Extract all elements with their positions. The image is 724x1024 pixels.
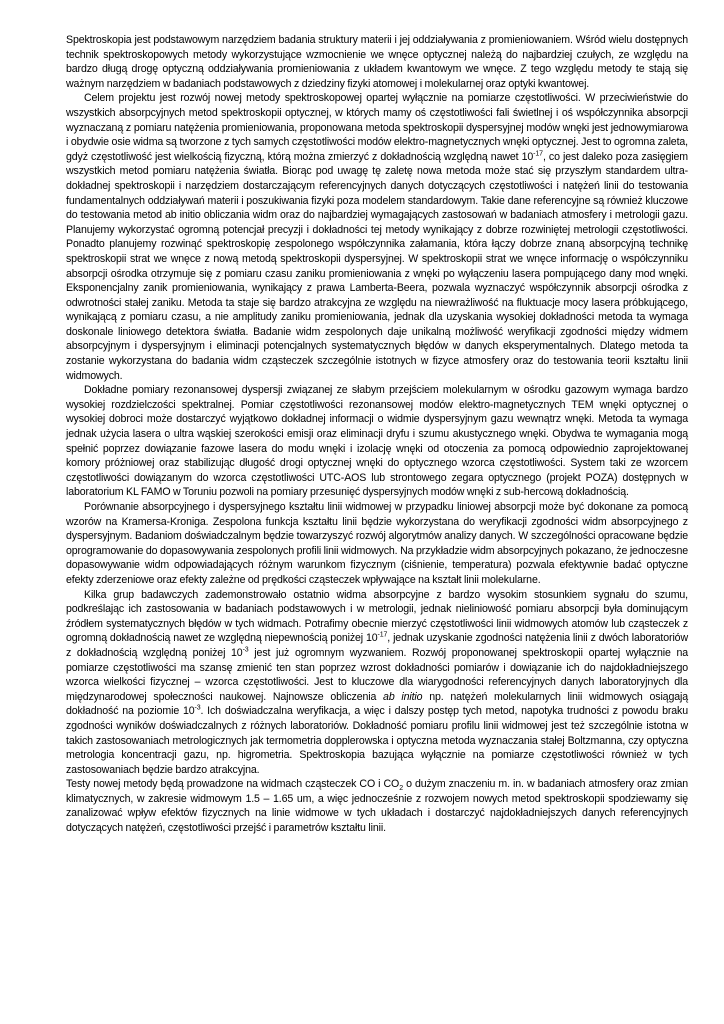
paragraph-intro: Spektroskopia jest podstawowym narzędziem badania struktury materii i jej oddziaływania z promieniowaniem. Wśród wielu dostępnych technik spektroskopowych metody wykorzystujące wzmocnienie we wnęce optycznej należą do najbardziej czułych, ze względu na bardzo długą drogę optyczną oddziaływania promieniowania z układem kwantowym we wnęce. Z tego względu metody te stają się ważnym narzędziem w badaniach podstawowych z dziedziny fizyki atomowej i molekularnej oraz optyki kwantowej. — [66, 34, 688, 90]
paragraph-project-goal: Celem projektu jest rozwój nowej metody spektroskopowej opartej wyłącznie na pomiarze częstotliwości. W przeciwieństwie do wszystkich absorpcyjnych metod spektroskopii optycznej, w których mamy oś częstotliwości fali świetlnej i oś współczynnika absorpcji wyznaczaną z pomiaru natężenia promieniowania, proponowana metoda spektroskopii dyspersyjnej modów wnęki jest jednowymiarowa i obydwie osie widma są tworzone z tych samych częstotliwości modów elektro-magnetycznych wnęki optycznej. Jest to ogromna zaleta, gdyż częstotliwość jest wielkością fizyczną, którą można zmierzyć z dokładnością względną nawet $10^{-17}$, co jest daleko poza zasięgiem wszystkich metod pomiaru natężenia światła. Biorąc pod uwagę tę zaletę nowa metoda może stać się przyszłym standardem ultra-dokładnej spektroskopii i narzędziem dostarczającym referencyjnych danych dotyczących częstotliwości i natężeń linii do testowania fundamentalnych oddziaływań materii i poszukiwania fizyki poza modelem standardowym. Takie dane referencyjne są również kluczowe do testowania metod ab initio obliczania widm oraz do najbardziej wymagających zastosowań w badaniach atmosfery i metrologii gazu. Planujemy wykorzystać ogromną potencjał precyzji i dokładności tej metody wynikający z dobrze rozwiniętej metrologii częstotliwości. Ponadto planujemy rozwinąć spektroskopię zespolonego współczynnika załamania, która łączy dobrze znaną absorpcyjną technikę spektroskopii strat we wnęce z nową metodą spektroskopii dyspersyjnej. W spektroskopii strat we wnęce informację o współczynniku absorpcji ośrodka otrzymuje się z pomiaru czasu zaniku promieniowania z wnęki po wyłączeniu lasera pompującego dany mod wnęki. Eksponencjalny zanik promieniowania, wynikający z prawa Lamberta-Beera, pozwala wyznaczyć współczynnik absorpcji ośrodka z odwrotności stałej zaniku. Metoda ta staje się bardzo atrakcyjna ze względu na niewrażliwość na fluktuacje mocy lasera próbkującego, wynikającą z pomiaru czasu, a nie amplitudy zaniku promieniowania, jednak dla uzyskania wysokiej dokładności metoda ta wymaga doskonale liniowego detektora światła. Badanie widm zespolonych daje unikalną możliwość weryfikacji zgodności między widmem absorpcyjnym i dyspersyjnym i eliminacji potencjalnych systematycznych błędów w danych eksperymentalnych. Dlatego metoda ta zostanie wykorzystana do badania widm cząsteczek szczególnie istotnych w fizyce atmosfery oraz do testowania teorii kształtu linii widmowych. — [66, 92, 689, 382]
paragraph-kramers-kronig: Porównanie absorpcyjnego i dyspersyjnego kształtu linii widmowej w przypadku liniowej absorpcji może być dokonane za pomocą wzorów na Kramersa-Kroniga. Zespolona funkcja kształtu linii będzie wykorzystana do weryfikacji zgodności widm absorpcyjnego z dyspersyjnym. Badaniom doświadczalnym będzie towarzyszyć rozwój algorytmów analizy danych. W szczególności opracowane będzie oprogramowanie do dopasowywania zespolonych profili linii widmowych. Na przykładzie widm absorpcyjnych pokazano, że jednoczesne dopasowywanie widm odpowiadających różnym warunkom fizycznym (ciśnienie, temperatura) pozwala efektywnie badać optyczne efekty zderzeniowe oraz efekty zależne od prędkości cząsteczek wpływające na kształt linii molekularne. — [66, 501, 688, 586]
paragraph-research-groups: Kilka grup badawczych zademonstrowało ostatnio widma absorpcyjne z bardzo wysokim stosunkiem sygnału do szumu, podkreślając ich zastosowania w badaniach podstawowych i w metrologii, jednak nieliniowość pomiaru absorpcji była dominującym źródłem systematycznych błędów w tych widmach. Potrafimy obecnie mierzyć częstotliwości linii widmowych atomów lub cząsteczek z ogromną dokładnością nawet ze względną niepewnością poniżej $10^{-17}$, jednak uzyskanie zgodności natężenia linii z dwóch laboratoriów z dokładnością względną poniżej $10^{-3}$ jest już ogromnym wyzwaniem. Rozwój proponowanej spektroskopii opartej wyłącznie na pomiarze częstotliwości ma szansę zmienić ten stan poprzez wzrost dokładności pomiarów i dowiązanie ich do najdokładniejszego wzorca wielkości fizycznej – wzorca częstotliwości. Jest to kluczowe dla wiarygodności referencyjnych danych laboratoryjnych dla międzynarodowej społeczności naukowej. Najnowsze obliczenia ab initio np. natężeń molekularnych linii widmowych osiągają dokładność na poziomie $10^{-3}$. Ich doświadczalna weryfikacja, a więc i dalszy postęp tych metod, napotyka trudności z powodu braku zgodności wyników doświadczalnych z różnych laboratoriów. Dokładność pomiaru profilu linii widmowej jest też szczególnie istotna w takich zastosowaniach metrologicznych jak termometria dopplerowska i optyczna metoda wyznaczania stałej Boltzmanna, czy optyczna metrologia koncentracji gazu, np. higrometria. Spektroskopia bazująca wyłącznie na pomiarze częstotliwości również w tych zastosowaniach będzie bardzo atrakcyjna. — [66, 588, 688, 776]
document-body — [66, 33, 688, 836]
paragraph-tests: Testy nowej metody będą prowadzone na widmach cząsteczek CO i $CO_2$ o dużym znaczeniu m. in. w badaniach atmosfery oraz zmian klimatycznych, w zakresie widmowym 1.5 – 1.65 um, a więc jednocześnie z rozwojem nowych metod spektroskopii spodziewamy się zanalizować wpływ efektów fizycznych na linie widmowe w tych układach i dostarczyć najdokładniejszych danych referencyjnych dotyczących natężeń, częstotliwości przejść i parametrów kształtu linii. — [66, 778, 688, 835]
paragraph-dispersion-measurements: Dokładne pomiary rezonansowej dyspersji związanej ze słabym przejściem molekularnym w ośrodku gazowym wymaga bardzo wysokiej rozdzielczości spektralnej. Pomiar częstotliwości rezonansowej modów elektro-magnetycznych TEM wnęki optycznej o wysokiej dobroci może dostarczyć wyjątkowo dokładnej informacji o widmie dyspersyjnym gazu wewnątrz wnęki. Metoda ta wymaga jednak użycia lasera o ultra wąskiej szerokości emisji oraz eliminacji dryfu i szumu akustycznego wnęki. Obydwa te wymagania mogą spełnić poprzez dowiązanie fazowe lasera do modu wnęki i izolację wnęki od otoczenia za pomocą odpowiednio zaprojektowanej komory próżniowej oraz stabilizując długość drogi optycznej wnęki do optycznego wzorca częstotliwości. System taki ze wzorcem częstotliwości dowiązanym do wzorca częstotliwości UTC-AOS lub strontowego zegara optycznego (projekt POZA) dostępnych w laboratorium KL FAMO w Toruniu pozwoli na pomiary przesunięć dyspersyjnych modów wnęki z sub-hercową dokładnością. — [66, 384, 688, 499]
